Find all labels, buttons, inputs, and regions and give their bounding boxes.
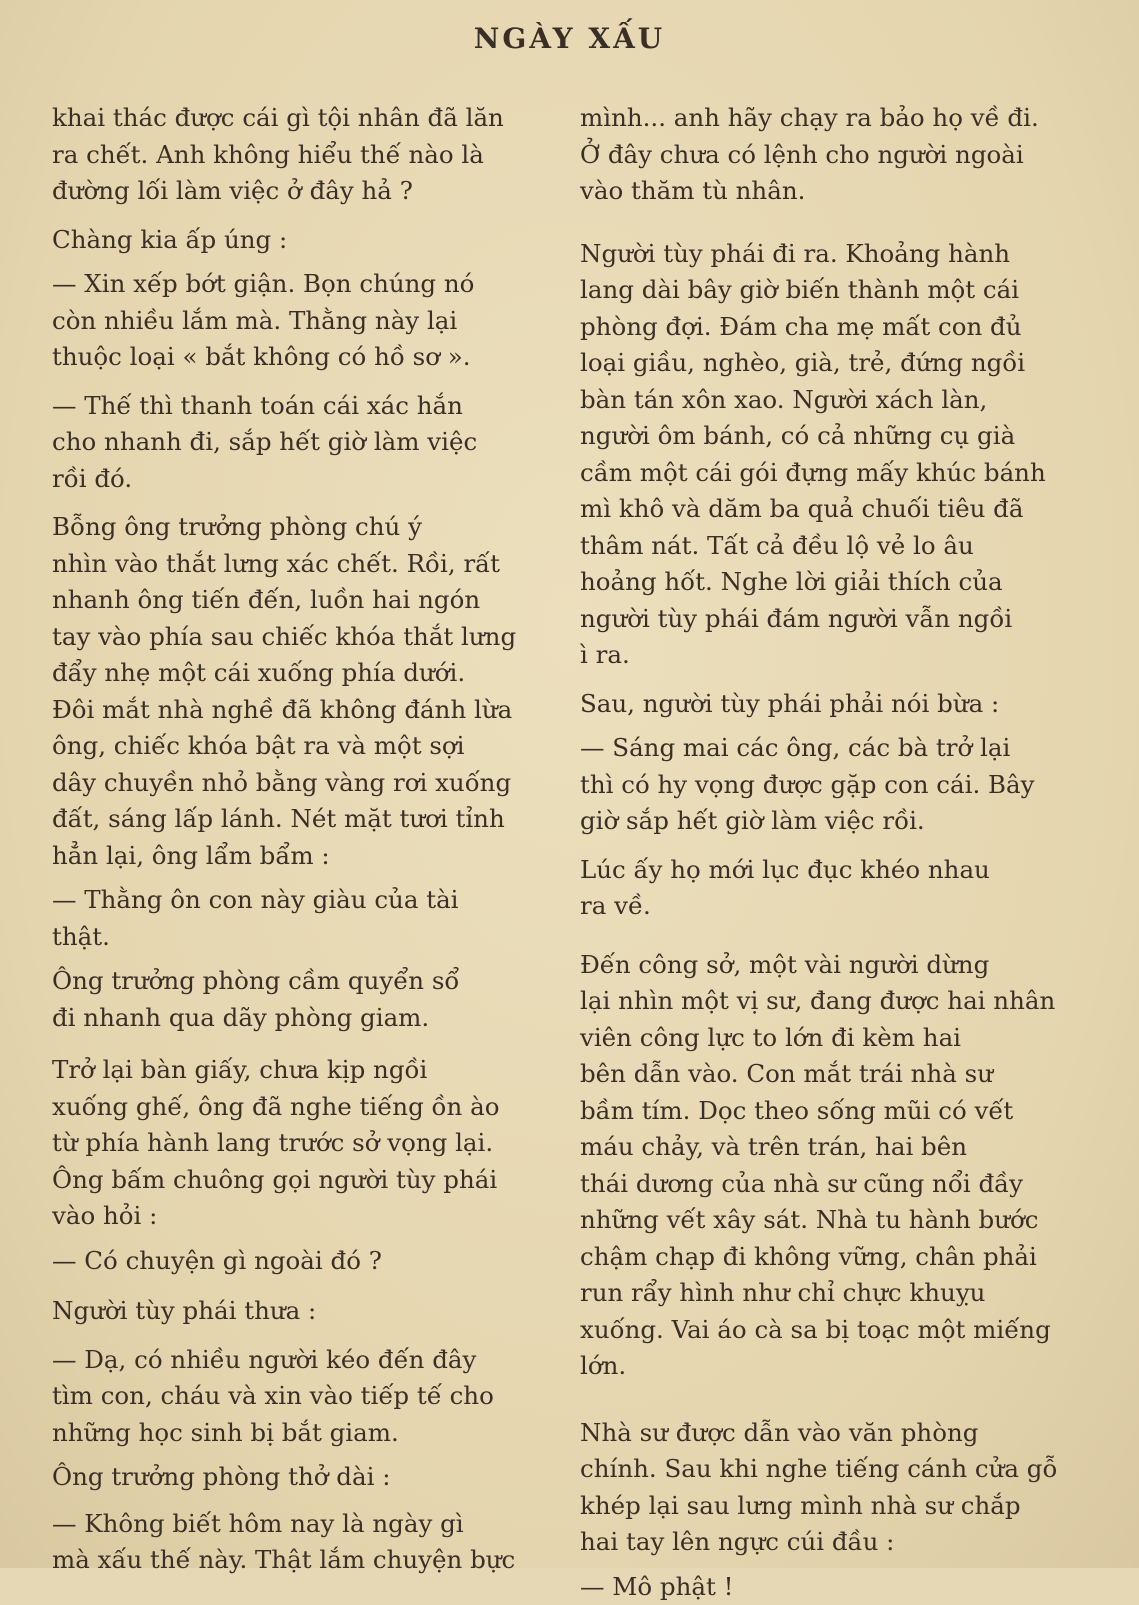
paragraph: mình... anh hãy chạy ra bảo họ về đi. Ở đây chưa có lệnh cho người ngoài vào thăm tù nhân. bbox=[580, 100, 1080, 210]
paragraph: Nhà sư được dẫn vào văn phòng chính. Sau khi nghe tiếng cánh cửa gỗ khép lại sau lưng mình nhà sư chắp hai tay lên ngực cúi đầu : bbox=[580, 1415, 1080, 1561]
paragraph: — Dạ, có nhiều người kéo đến đây tìm con, cháu và xin vào tiếp tế cho những học sinh bị bắt giam. bbox=[52, 1342, 552, 1452]
paragraph: khai thác được cái gì tội nhân đã lăn ra chết. Anh không hiểu thế nào là đường lối làm việc ở đây hả ? bbox=[52, 100, 552, 210]
paragraph: Bỗng ông trưởng phòng chú ý nhìn vào thắt lưng xác chết. Rồi, rất nhanh ông tiến đến, luồn hai ngón tay vào phía sau chiếc khóa thắt lưng đẩy nhẹ một cái xuống phía dưới. Đôi mắt nhà nghề đã không đánh lừa ông, chiếc khóa bật ra và một sợi dây chuyền nhỏ bằng vàng rơi xuống đất, sáng lấp lánh. Nét mặt tươi tỉnh hẳn lại, ông lẩm bẩm : bbox=[52, 509, 552, 874]
paragraph: Chàng kia ấp úng : bbox=[52, 222, 552, 259]
paragraph: Ông trưởng phòng thở dài : bbox=[52, 1459, 552, 1496]
paragraph: Sau, người tùy phái phải nói bừa : bbox=[580, 686, 1080, 723]
paragraph: Lúc ấy họ mới lục đục khéo nhau ra về. bbox=[580, 852, 1080, 925]
paragraph: — Không biết hôm nay là ngày gì mà xấu thế này. Thật lắm chuyện bực bbox=[52, 1506, 552, 1579]
paragraph: Đến công sở, một vài người dừng lại nhìn một vị sư, đang được hai nhân viên công lực to lớn đi kèm hai bên dẫn vào. Con mắt trái nhà sư bầm tím. Dọc theo sống mũi có vết máu chảy, và trên trán, hai bên thái dương của nhà sư cũng nổi đầy những vết xây sát. Nhà tu hành bước chậm chạp đi không vững, chân phải run rẩy hình như chỉ chực khuỵu xuống. Vai áo cà sa bị toạc một miếng lớn. bbox=[580, 947, 1080, 1385]
paragraph: — Có chuyện gì ngoài đó ? bbox=[52, 1243, 552, 1280]
right-column bbox=[580, 100, 1080, 1605]
paragraph: Người tùy phái đi ra. Khoảng hành lang dài bây giờ biến thành một cái phòng đợi. Đám cha mẹ mất con đủ loại giầu, nghèo, già, trẻ, đứng ngồi bàn tán xôn xao. Người xách làn, người ôm bánh, có cả những cụ già cầm một cái gói đựng mấy khúc bánh mì khô và dăm ba quả chuối tiêu đã thâm nát. Tất cả đều lộ vẻ lo âu hoảng hốt. Nghe lời giải thích của người tùy phái đám người vẫn ngồi ì ra. bbox=[580, 236, 1080, 674]
paragraph: — Mô phật ! bbox=[580, 1569, 1080, 1605]
paragraph: Ông trưởng phòng cầm quyển sổ đi nhanh qua dãy phòng giam. bbox=[52, 963, 552, 1036]
paragraph: — Sáng mai các ông, các bà trở lại thì có hy vọng được gặp con cái. Bây giờ sắp hết giờ làm việc rồi. bbox=[580, 730, 1080, 840]
paragraph: Người tùy phái thưa : bbox=[52, 1293, 552, 1330]
paragraph: — Thế thì thanh toán cái xác hắn cho nhanh đi, sắp hết giờ làm việc rồi đó. bbox=[52, 388, 552, 498]
paragraph: Trở lại bàn giấy, chưa kịp ngồi xuống ghế, ông đã nghe tiếng ồn ào từ phía hành lang trước sở vọng lại. Ông bấm chuông gọi người tùy phái vào hỏi : bbox=[52, 1052, 552, 1235]
left-column bbox=[52, 100, 552, 1579]
running-header: NGÀY XẤU bbox=[0, 22, 1139, 55]
paragraph: — Thằng ôn con này giàu của tài thật. bbox=[52, 882, 552, 955]
paragraph: — Xin xếp bớt giận. Bọn chúng nó còn nhiều lắm mà. Thằng này lại thuộc loại « bắt không có hồ sơ ». bbox=[52, 266, 552, 376]
